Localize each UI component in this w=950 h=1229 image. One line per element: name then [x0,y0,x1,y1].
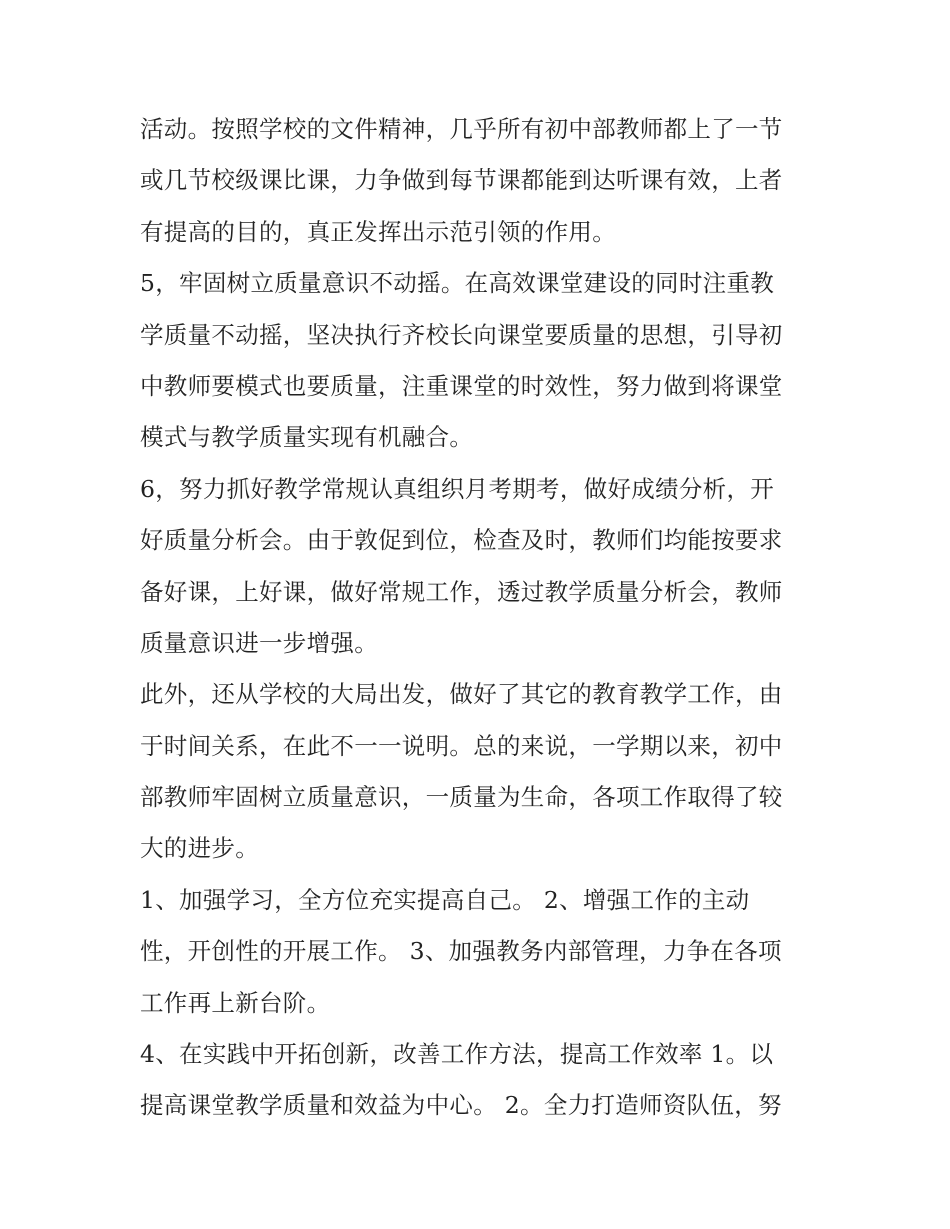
text-line: 有提高的目的，真正发挥出示范引领的作用。 [140,217,616,246]
text-line: 模式与教学质量实现有机融合。 [140,423,474,452]
text-line: 中教师要模式也要质量，注重课堂的时效性，努力做到将课堂 [140,371,783,400]
text-line: 活动。按照学校的文件精神，几乎所有初中部教师都上了一节 [140,115,783,143]
text-line: 1、加强学习，全方位充实提高自己。 2、增强工作的主动 [140,885,750,914]
text-line: 6，努力抓好教学常规认真组织月考期考，做好成绩分析，开 [140,474,775,503]
text-line: 此外，还从学校的大局出发，做好了其它的教育教学工作，由 [140,680,783,709]
text-line: 4、在实践中开拓创新，改善工作方法，提高工作效率 1。以 [140,1040,774,1069]
document-body [140,104,830,1132]
text-line: 或几节校级课比课，力争做到每节课都能到达听课有效，上者 [140,166,783,195]
text-line: 性，开创性的开展工作。 3、加强教务内部管理，力争在各项 [140,937,782,966]
text-line: 备好课，上好课，做好常规工作，透过教学质量分析会，教师 [140,577,783,606]
text-line: 学质量不动摇，坚决执行齐校长向课堂要质量的思想，引导初 [140,320,783,349]
text-line: 于时间关系，在此不一一说明。总的来说，一学期以来，初中 [140,731,783,760]
text-line: 质量意识进一步增强。 [140,628,378,657]
text-line: 5，牢固树立质量意识不动摇。在高效课堂建设的同时注重教 [140,269,775,298]
text-line: 好质量分析会。由于敦促到位，检查及时，教师们均能按要求 [140,526,783,555]
text-line: 提高课堂教学质量和效益为中心。 2。全力打造师资队伍，努 [140,1091,782,1120]
text-line: 部教师牢固树立质量意识，一质量为生命，各项工作取得了较 [140,783,783,812]
text-line: 工作再上新台阶。 [140,988,331,1017]
text-line: 大的进步。 [140,834,259,863]
